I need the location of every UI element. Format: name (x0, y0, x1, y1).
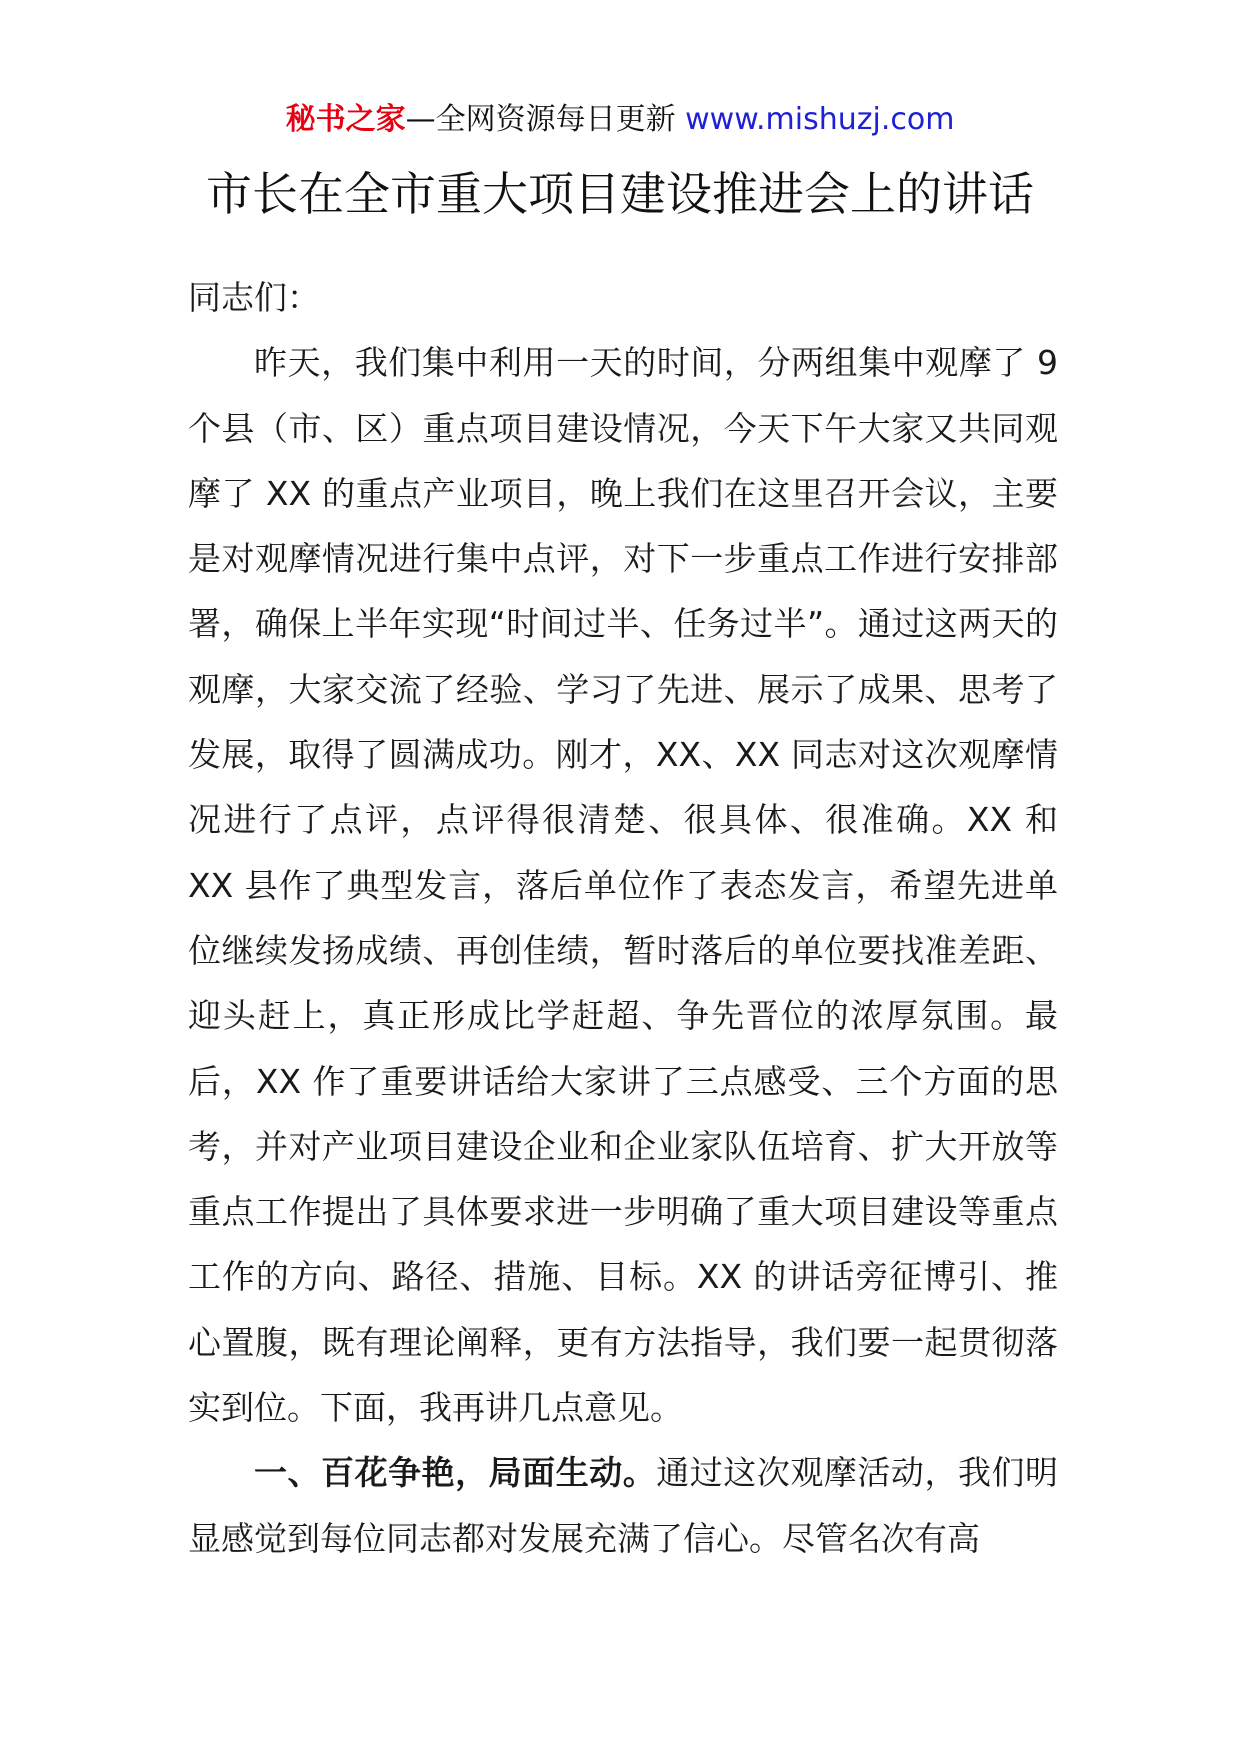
section-text: 通过这次观摩活动，我们明显感觉到每位同志都对发展充满了信心。尽管名次有高 (188, 1453, 1059, 1558)
site-url-link[interactable]: www.mishuzj.com (685, 102, 955, 137)
salutation: 同志们： (188, 278, 320, 317)
banner-tagline: —全网资源每日更新 (405, 102, 686, 137)
paragraph-section-1 (188, 1440, 1058, 1571)
paragraph-intro: 昨天，我们集中利用一天的时间，分两组集中观摩了 9 个县（市、区）重点项目建设情况，今天下午大家又共同观摩了 XX 的重点产业项目，晚上我们在这里召开会议，主要是对观摩情况进行集中点评，对下一步重点工作进行安排部署，确保上半年实现“时间过半、任务过半”。通过这两天的观摩，大家交流了经验、学习了先进、展示了成果、思考了发展，取得了圆满成功。刚才，XX、XX 同志对这次观摩情况进行了点评，点评得很清楚、很具体、很准确。XX 和 XX 县作了典型发言，落后单位作了表态发言，希望先进单位继续发扬成绩、再创佳绩，暂时落后的单位要找准差距、迎头赶上，真正形成比学赶超、争先晋位的浓厚氛围。最后，XX 作了重要讲话给大家讲了三点感受、三个方面的思考，并对产业项目建设企业和企业家队伍培育、扩大开放等重点工作提出了具体要求进一步明确了重大项目建设等重点工作的方向、路径、措施、目标。XX 的讲话旁征博引、推心置腹，既有理论阐释，更有方法指导，我们要一起贯彻落实到位。下面，我再讲几点意见。 (188, 343, 1058, 1428)
document-body (188, 265, 1058, 1571)
section-heading: 一、百花争艳，局面生动。 (254, 1453, 657, 1493)
brand-name: 秘书之家 (285, 102, 406, 137)
document-title: 市长在全市重大项目建设推进会上的讲话 (206, 167, 1034, 221)
site-banner (0, 100, 1240, 140)
